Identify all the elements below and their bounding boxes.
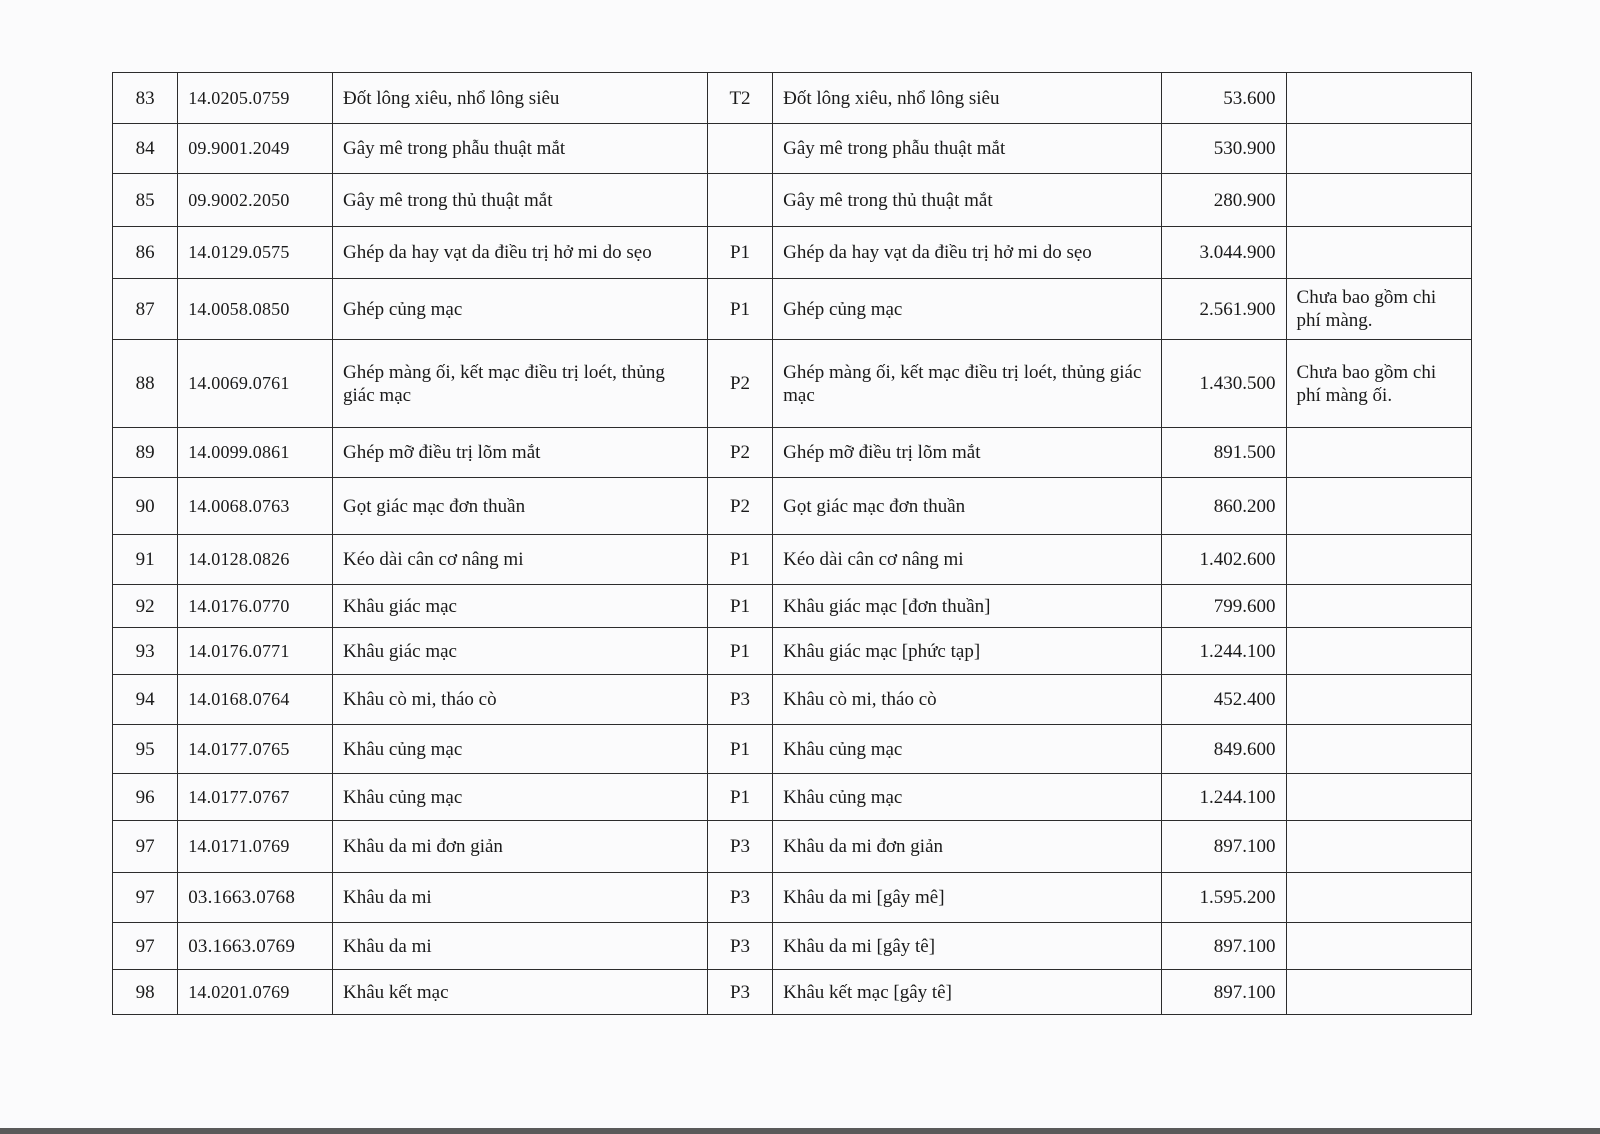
price: 897.100 [1162, 923, 1286, 970]
row-number: 97 [113, 821, 178, 873]
note [1286, 821, 1471, 873]
service-name: Gây mê trong phẫu thuật mắt [333, 124, 708, 174]
price: 2.561.900 [1162, 279, 1286, 340]
priced-service-name: Khâu giác mạc [phức tạp] [773, 628, 1162, 675]
row-number: 89 [113, 428, 178, 478]
table-row [113, 73, 1472, 124]
table-row [113, 535, 1472, 585]
service-name: Khâu củng mạc [333, 725, 708, 774]
note [1286, 873, 1471, 923]
table-row [113, 478, 1472, 535]
row-number: 92 [113, 585, 178, 628]
priced-service-name: Ghép mỡ điều trị lõm mắt [773, 428, 1162, 478]
table-row [113, 428, 1472, 478]
priced-service-name: Đốt lông xiêu, nhổ lông siêu [773, 73, 1162, 124]
table-row [113, 227, 1472, 279]
row-number: 95 [113, 725, 178, 774]
service-code: 14.0176.0770 [178, 585, 333, 628]
priced-service-name: Gây mê trong thủ thuật mắt [773, 174, 1162, 227]
price: 530.900 [1162, 124, 1286, 174]
row-number: 87 [113, 279, 178, 340]
priced-service-name: Khâu da mi [gây tê] [773, 923, 1162, 970]
service-code: 14.0168.0764 [178, 675, 333, 725]
service-code: 14.0129.0575 [178, 227, 333, 279]
service-code: 14.0171.0769 [178, 821, 333, 873]
procedure-class: P1 [707, 628, 772, 675]
price: 1.595.200 [1162, 873, 1286, 923]
procedure-class: P1 [707, 725, 772, 774]
priced-service-name: Khâu da mi [gây mê] [773, 873, 1162, 923]
service-code: 14.0099.0861 [178, 428, 333, 478]
price: 280.900 [1162, 174, 1286, 227]
service-name: Đốt lông xiêu, nhổ lông siêu [333, 73, 708, 124]
priced-service-name: Ghép màng ối, kết mạc điều trị loét, thủng giác mạc [773, 340, 1162, 428]
table-row [113, 628, 1472, 675]
note [1286, 774, 1471, 821]
procedure-class: P1 [707, 279, 772, 340]
service-name: Khâu củng mạc [333, 774, 708, 821]
note [1286, 174, 1471, 227]
procedure-class: T2 [707, 73, 772, 124]
row-number: 96 [113, 774, 178, 821]
service-code: 14.0201.0769 [178, 970, 333, 1015]
scan-bottom-edge [0, 1128, 1600, 1134]
row-number: 98 [113, 970, 178, 1015]
note: Chưa bao gồm chi phí màng ối. [1286, 340, 1471, 428]
procedure-class: P1 [707, 585, 772, 628]
price: 3.044.900 [1162, 227, 1286, 279]
table-row [113, 124, 1472, 174]
table-row [113, 970, 1472, 1015]
table-row [113, 821, 1472, 873]
service-fee-table [112, 72, 1472, 1015]
table-row [113, 585, 1472, 628]
procedure-class [707, 124, 772, 174]
priced-service-name: Khâu kết mạc [gây tê] [773, 970, 1162, 1015]
note [1286, 675, 1471, 725]
priced-service-name: Ghép củng mạc [773, 279, 1162, 340]
service-name: Ghép màng ối, kết mạc điều trị loét, thủng giác mạc [333, 340, 708, 428]
priced-service-name: Khâu giác mạc [đơn thuần] [773, 585, 1162, 628]
table-row [113, 675, 1472, 725]
row-number: 97 [113, 873, 178, 923]
procedure-class: P2 [707, 428, 772, 478]
service-code: 03.1663.0768 [178, 873, 333, 923]
table-row [113, 279, 1472, 340]
service-code: 14.0058.0850 [178, 279, 333, 340]
note [1286, 923, 1471, 970]
procedure-class: P1 [707, 227, 772, 279]
procedure-class: P3 [707, 675, 772, 725]
row-number: 93 [113, 628, 178, 675]
service-code: 14.0068.0763 [178, 478, 333, 535]
note [1286, 73, 1471, 124]
service-code: 09.9002.2050 [178, 174, 333, 227]
price: 891.500 [1162, 428, 1286, 478]
price: 860.200 [1162, 478, 1286, 535]
priced-service-name: Ghép da hay vạt da điều trị hở mi do sẹo [773, 227, 1162, 279]
row-number: 84 [113, 124, 178, 174]
service-name: Kéo dài cân cơ nâng mi [333, 535, 708, 585]
row-number: 94 [113, 675, 178, 725]
row-number: 86 [113, 227, 178, 279]
priced-service-name: Khâu cò mi, tháo cò [773, 675, 1162, 725]
service-code: 14.0069.0761 [178, 340, 333, 428]
table-row [113, 174, 1472, 227]
price: 849.600 [1162, 725, 1286, 774]
table-row [113, 774, 1472, 821]
row-number: 90 [113, 478, 178, 535]
row-number: 85 [113, 174, 178, 227]
note [1286, 535, 1471, 585]
priced-service-name: Gọt giác mạc đơn thuần [773, 478, 1162, 535]
row-number: 91 [113, 535, 178, 585]
procedure-class [707, 174, 772, 227]
service-name: Ghép da hay vạt da điều trị hở mi do sẹo [333, 227, 708, 279]
row-number: 83 [113, 73, 178, 124]
service-code: 14.0177.0767 [178, 774, 333, 821]
procedure-class: P3 [707, 923, 772, 970]
price: 452.400 [1162, 675, 1286, 725]
table-row [113, 873, 1472, 923]
service-name: Ghép củng mạc [333, 279, 708, 340]
price: 897.100 [1162, 821, 1286, 873]
priced-service-name: Kéo dài cân cơ nâng mi [773, 535, 1162, 585]
note [1286, 227, 1471, 279]
procedure-class: P2 [707, 340, 772, 428]
procedure-class: P3 [707, 873, 772, 923]
procedure-class: P3 [707, 821, 772, 873]
row-number: 97 [113, 923, 178, 970]
note [1286, 428, 1471, 478]
price: 1.430.500 [1162, 340, 1286, 428]
service-name: Khâu cò mi, tháo cò [333, 675, 708, 725]
note [1286, 585, 1471, 628]
service-name: Gọt giác mạc đơn thuần [333, 478, 708, 535]
priced-service-name: Khâu da mi đơn giản [773, 821, 1162, 873]
procedure-class: P3 [707, 970, 772, 1015]
service-code: 14.0176.0771 [178, 628, 333, 675]
note [1286, 478, 1471, 535]
service-code: 14.0177.0765 [178, 725, 333, 774]
service-code: 14.0128.0826 [178, 535, 333, 585]
procedure-class: P1 [707, 535, 772, 585]
priced-service-name: Khâu củng mạc [773, 725, 1162, 774]
priced-service-name: Gây mê trong phẫu thuật mắt [773, 124, 1162, 174]
priced-service-name: Khâu củng mạc [773, 774, 1162, 821]
service-name: Khâu giác mạc [333, 628, 708, 675]
service-name: Khâu da mi đơn giản [333, 821, 708, 873]
note: Chưa bao gồm chi phí màng. [1286, 279, 1471, 340]
note [1286, 970, 1471, 1015]
row-number: 88 [113, 340, 178, 428]
procedure-class: P1 [707, 774, 772, 821]
service-name: Gây mê trong thủ thuật mắt [333, 174, 708, 227]
procedure-class: P2 [707, 478, 772, 535]
price: 1.244.100 [1162, 628, 1286, 675]
service-name: Khâu da mi [333, 923, 708, 970]
service-name: Khâu da mi [333, 873, 708, 923]
price: 53.600 [1162, 73, 1286, 124]
service-name: Khâu giác mạc [333, 585, 708, 628]
table-row [113, 923, 1472, 970]
price: 799.600 [1162, 585, 1286, 628]
service-code: 09.9001.2049 [178, 124, 333, 174]
note [1286, 628, 1471, 675]
service-code: 03.1663.0769 [178, 923, 333, 970]
price: 897.100 [1162, 970, 1286, 1015]
service-name: Khâu kết mạc [333, 970, 708, 1015]
table-row [113, 725, 1472, 774]
service-code: 14.0205.0759 [178, 73, 333, 124]
table-row [113, 340, 1472, 428]
service-name: Ghép mỡ điều trị lõm mắt [333, 428, 708, 478]
note [1286, 725, 1471, 774]
price: 1.402.600 [1162, 535, 1286, 585]
price: 1.244.100 [1162, 774, 1286, 821]
note [1286, 124, 1471, 174]
